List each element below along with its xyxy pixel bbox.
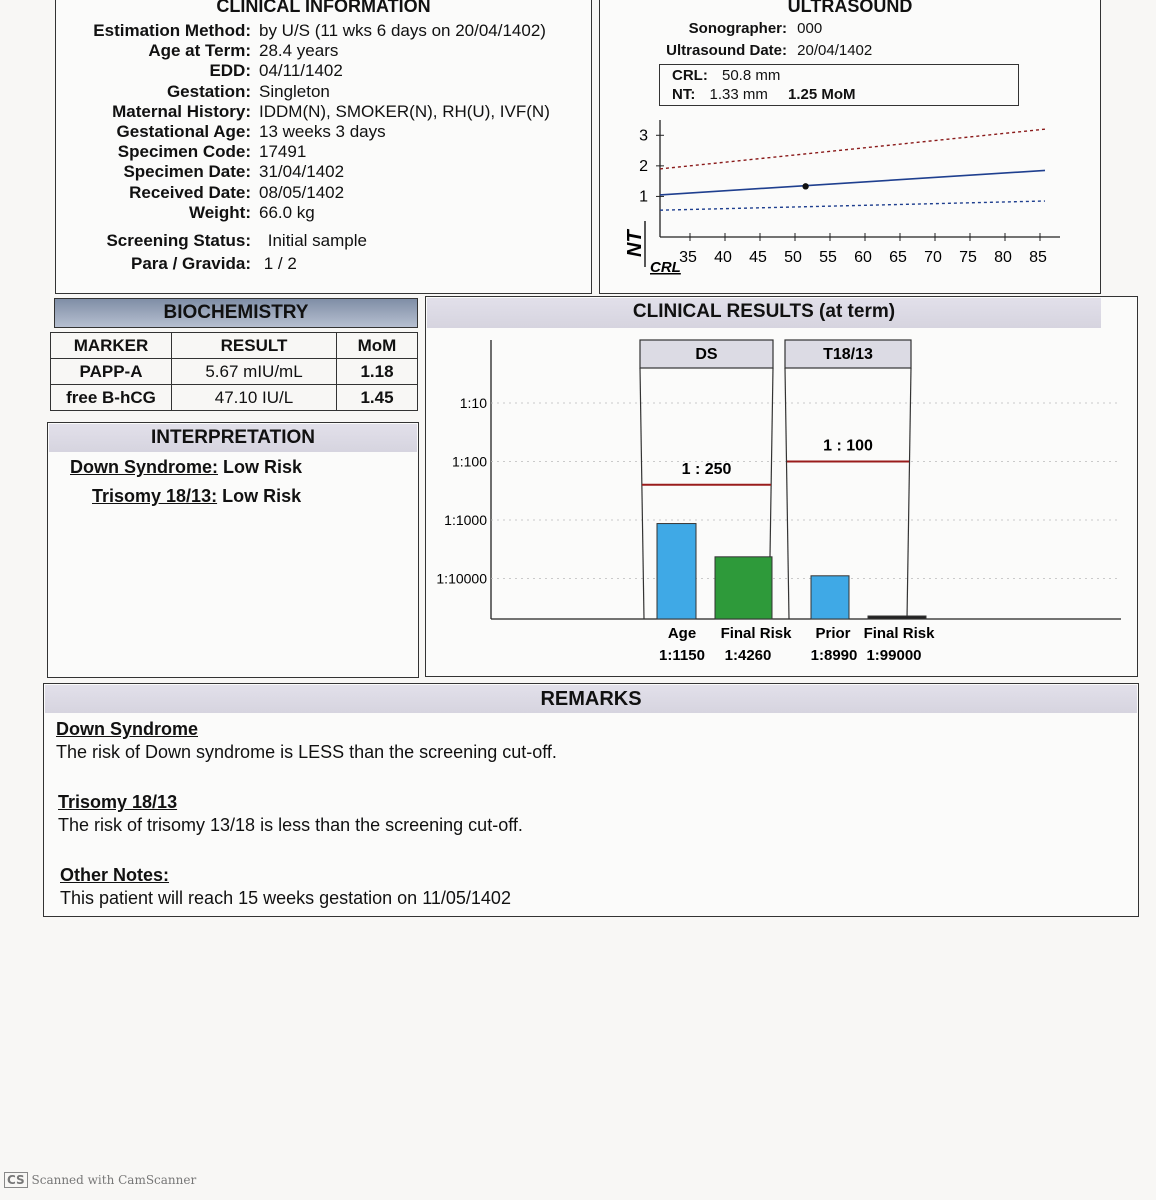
t18-group-right-border bbox=[907, 368, 911, 619]
t18-cutoff-label: 1 : 100 bbox=[823, 437, 873, 455]
y-tick-label: 2 bbox=[639, 157, 648, 175]
x-tick-label: 40 bbox=[714, 249, 732, 266]
series-median-line bbox=[660, 170, 1045, 194]
t18-group-title: T18/13 bbox=[823, 346, 873, 363]
nt-value: 1.33 mm bbox=[709, 86, 768, 103]
risk-bar-value: 1:4260 bbox=[724, 647, 772, 664]
clinical-field bbox=[60, 203, 315, 223]
nt-label: NT: bbox=[672, 86, 696, 103]
biochemistry-header bbox=[54, 298, 418, 328]
ultrasound-date-value: 20/04/1402 bbox=[797, 42, 873, 59]
risk-y-tick: 1:1000 bbox=[444, 512, 487, 528]
camscanner-logo: CS bbox=[4, 1172, 28, 1188]
clinical-field-label: Specimen Date: bbox=[123, 162, 251, 182]
risk-bar-label: Prior bbox=[815, 625, 851, 642]
sonographer-label: Sonographer: bbox=[688, 20, 787, 37]
result-cell: 47.10 IU/L bbox=[172, 385, 337, 411]
camscanner-text: Scanned with CamScanner bbox=[31, 1173, 197, 1187]
clinical-field-value: 13 weeks 3 days bbox=[259, 122, 386, 141]
biochemistry-table bbox=[50, 332, 418, 411]
clinical-field-label: Gestational Age: bbox=[116, 122, 251, 141]
clinical-results-header bbox=[427, 298, 1101, 328]
clinical-field-label: Specimen Code: bbox=[117, 142, 251, 162]
clinical-field-value: 08/05/1402 bbox=[259, 182, 345, 202]
x-tick-label: 75 bbox=[959, 249, 977, 266]
para-gravida-value: 1 / 2 bbox=[263, 254, 297, 273]
risk-bar-value: 1:8990 bbox=[810, 647, 858, 664]
col-marker: MARKER bbox=[51, 333, 172, 359]
x-tick-label: 50 bbox=[784, 249, 802, 266]
screening-status bbox=[60, 231, 367, 251]
biochemistry-header-row bbox=[51, 333, 418, 359]
remark-down-text: The risk of Down syndrome is LESS than the screening cut-off. bbox=[56, 742, 557, 762]
crl-value: 50.8 mm bbox=[722, 67, 781, 84]
clinical-field bbox=[60, 61, 343, 81]
risk-bar-value: 1:99000 bbox=[866, 647, 922, 664]
risk-chart bbox=[426, 330, 1136, 675]
clinical-field-value: 28.4 years bbox=[259, 41, 339, 61]
interp-down bbox=[70, 457, 302, 478]
risk-bar-value: 1:1150 bbox=[659, 647, 705, 664]
nt-data-point bbox=[802, 183, 808, 189]
clinical-field bbox=[60, 21, 546, 41]
mom-cell: 1.18 bbox=[337, 359, 418, 385]
col-result: RESULT bbox=[172, 333, 337, 359]
interp-down-value: Low Risk bbox=[223, 457, 303, 477]
risk-y-tick: 1:10000 bbox=[436, 570, 487, 587]
remark-down bbox=[56, 719, 557, 763]
clinical-field bbox=[60, 122, 386, 142]
result-cell: 5.67 mIU/mL bbox=[172, 359, 337, 385]
biochemistry-title: BIOCHEMISTRY bbox=[163, 302, 309, 323]
series-lower-line bbox=[660, 201, 1045, 210]
clinical-field-value: 04/11/1402 bbox=[259, 61, 343, 81]
remark-trisomy bbox=[58, 792, 523, 836]
clinical-field bbox=[60, 41, 338, 61]
camscanner-watermark bbox=[4, 1172, 196, 1188]
risk-bar-label: Age bbox=[667, 625, 697, 642]
crl-row bbox=[672, 67, 780, 84]
table-row bbox=[51, 385, 418, 411]
risk-y-tick: 1:10 bbox=[459, 395, 487, 411]
interp-trisomy-value: Low Risk bbox=[222, 486, 302, 506]
x-tick-label: 65 bbox=[889, 249, 907, 266]
y-tick-label: 1 bbox=[639, 188, 648, 206]
sonographer-value: 000 bbox=[797, 20, 823, 37]
remark-down-heading: Down Syndrome bbox=[56, 719, 199, 739]
ds-cutoff-label: 1 : 250 bbox=[681, 460, 732, 478]
clinical-field-label: Age at Term: bbox=[148, 41, 251, 61]
risk-y-tick: 1:100 bbox=[451, 453, 487, 470]
nt-mom: 1.25 MoM bbox=[788, 86, 856, 103]
x-tick-label: 60 bbox=[854, 249, 872, 266]
clinical-field-label: Gestation: bbox=[166, 81, 251, 101]
clinical-field-label: Received Date: bbox=[129, 182, 251, 202]
ultrasound-date bbox=[600, 42, 872, 59]
clinical-field-value: by U/S (11 wks 6 days on 20/04/1402) bbox=[259, 21, 546, 40]
clinical-field-value: IDDM(N), SMOKER(N), RH(U), IVF(N) bbox=[259, 101, 550, 121]
t18-group-left-border bbox=[785, 368, 789, 619]
marker-cell: free B-hCG bbox=[51, 385, 172, 411]
ultrasound-date-label: Ultrasound Date: bbox=[666, 42, 787, 59]
nt-crl-chart bbox=[600, 110, 1100, 290]
remark-trisomy-text: The risk of trisomy 13/18 is less than the screening cut-off. bbox=[58, 815, 523, 835]
ds-group-title: DS bbox=[695, 346, 718, 363]
x-tick-label: 45 bbox=[749, 249, 767, 266]
y-tick-label: 3 bbox=[639, 127, 648, 145]
remark-notes-heading: Other Notes: bbox=[60, 865, 170, 885]
clinical-results-title: CLINICAL RESULTS (at term) bbox=[632, 301, 896, 322]
col-mom: MoM bbox=[337, 333, 418, 359]
clinical-field-value: Singleton bbox=[259, 81, 330, 101]
nt-row bbox=[672, 86, 856, 103]
x-tick-label: 35 bbox=[679, 249, 697, 266]
remark-notes-text: This patient will reach 15 weeks gestation on 11/05/1402 bbox=[60, 888, 511, 908]
marker-cell: PAPP-A bbox=[51, 359, 172, 385]
interp-down-label: Down Syndrome: bbox=[70, 457, 219, 477]
x-tick-label: 70 bbox=[924, 249, 942, 266]
remarks-header bbox=[45, 685, 1137, 713]
risk-bar-label: Final Risk bbox=[863, 625, 935, 642]
ds-group-left-border bbox=[640, 368, 644, 619]
remark-notes bbox=[60, 865, 511, 909]
risk-bar-0 bbox=[657, 524, 696, 619]
clinical-field bbox=[60, 102, 550, 122]
interp-trisomy-label: Trisomy 18/13: bbox=[92, 486, 218, 506]
para-gravida-label: Para / Gravida: bbox=[130, 254, 251, 273]
clinical-field-label: Maternal History: bbox=[112, 101, 251, 121]
clinical-field-value: 66.0 kg bbox=[259, 202, 315, 222]
clinical-field-value: 31/04/1402 bbox=[259, 162, 345, 182]
clinical-field-label: Estimation Method: bbox=[93, 21, 251, 40]
interpretation-title: INTERPRETATION bbox=[151, 427, 315, 448]
clinical-field bbox=[60, 183, 344, 203]
clinical-field-label: EDD: bbox=[209, 61, 251, 81]
risk-bar-1 bbox=[715, 557, 772, 619]
y-axis-label: NT bbox=[624, 230, 646, 257]
clinical-info-title: CLINICAL INFORMATION bbox=[216, 0, 431, 16]
crl-label: CRL: bbox=[672, 67, 708, 84]
crl-nt-box bbox=[659, 64, 1019, 106]
screening-status-label: Screening Status: bbox=[106, 231, 251, 250]
clinical-field bbox=[60, 142, 306, 162]
series-upper-line bbox=[660, 129, 1045, 169]
remarks-title: REMARKS bbox=[540, 688, 642, 710]
mom-cell: 1.45 bbox=[337, 385, 418, 411]
para-gravida bbox=[60, 254, 297, 274]
remark-trisomy-heading: Trisomy 18/13 bbox=[58, 792, 178, 812]
risk-bar-3 bbox=[868, 616, 926, 619]
x-axis-label: CRL bbox=[650, 259, 681, 276]
clinical-field bbox=[60, 82, 330, 102]
ultrasound-title: ULTRASOUND bbox=[787, 0, 913, 16]
x-tick-label: 55 bbox=[819, 249, 837, 266]
clinical-field-label: Weight: bbox=[188, 202, 251, 222]
clinical-field-value: 17491 bbox=[259, 142, 307, 162]
clinical-field bbox=[60, 162, 344, 182]
screening-status-value: Initial sample bbox=[267, 231, 367, 250]
x-tick-label: 80 bbox=[994, 249, 1012, 266]
risk-bar-label: Final Risk bbox=[720, 625, 792, 642]
interpretation-header bbox=[49, 424, 417, 452]
interp-trisomy bbox=[92, 486, 301, 507]
x-tick-label: 85 bbox=[1029, 249, 1047, 266]
table-row bbox=[51, 359, 418, 385]
sonographer bbox=[600, 20, 822, 37]
risk-bar-2 bbox=[811, 576, 849, 619]
